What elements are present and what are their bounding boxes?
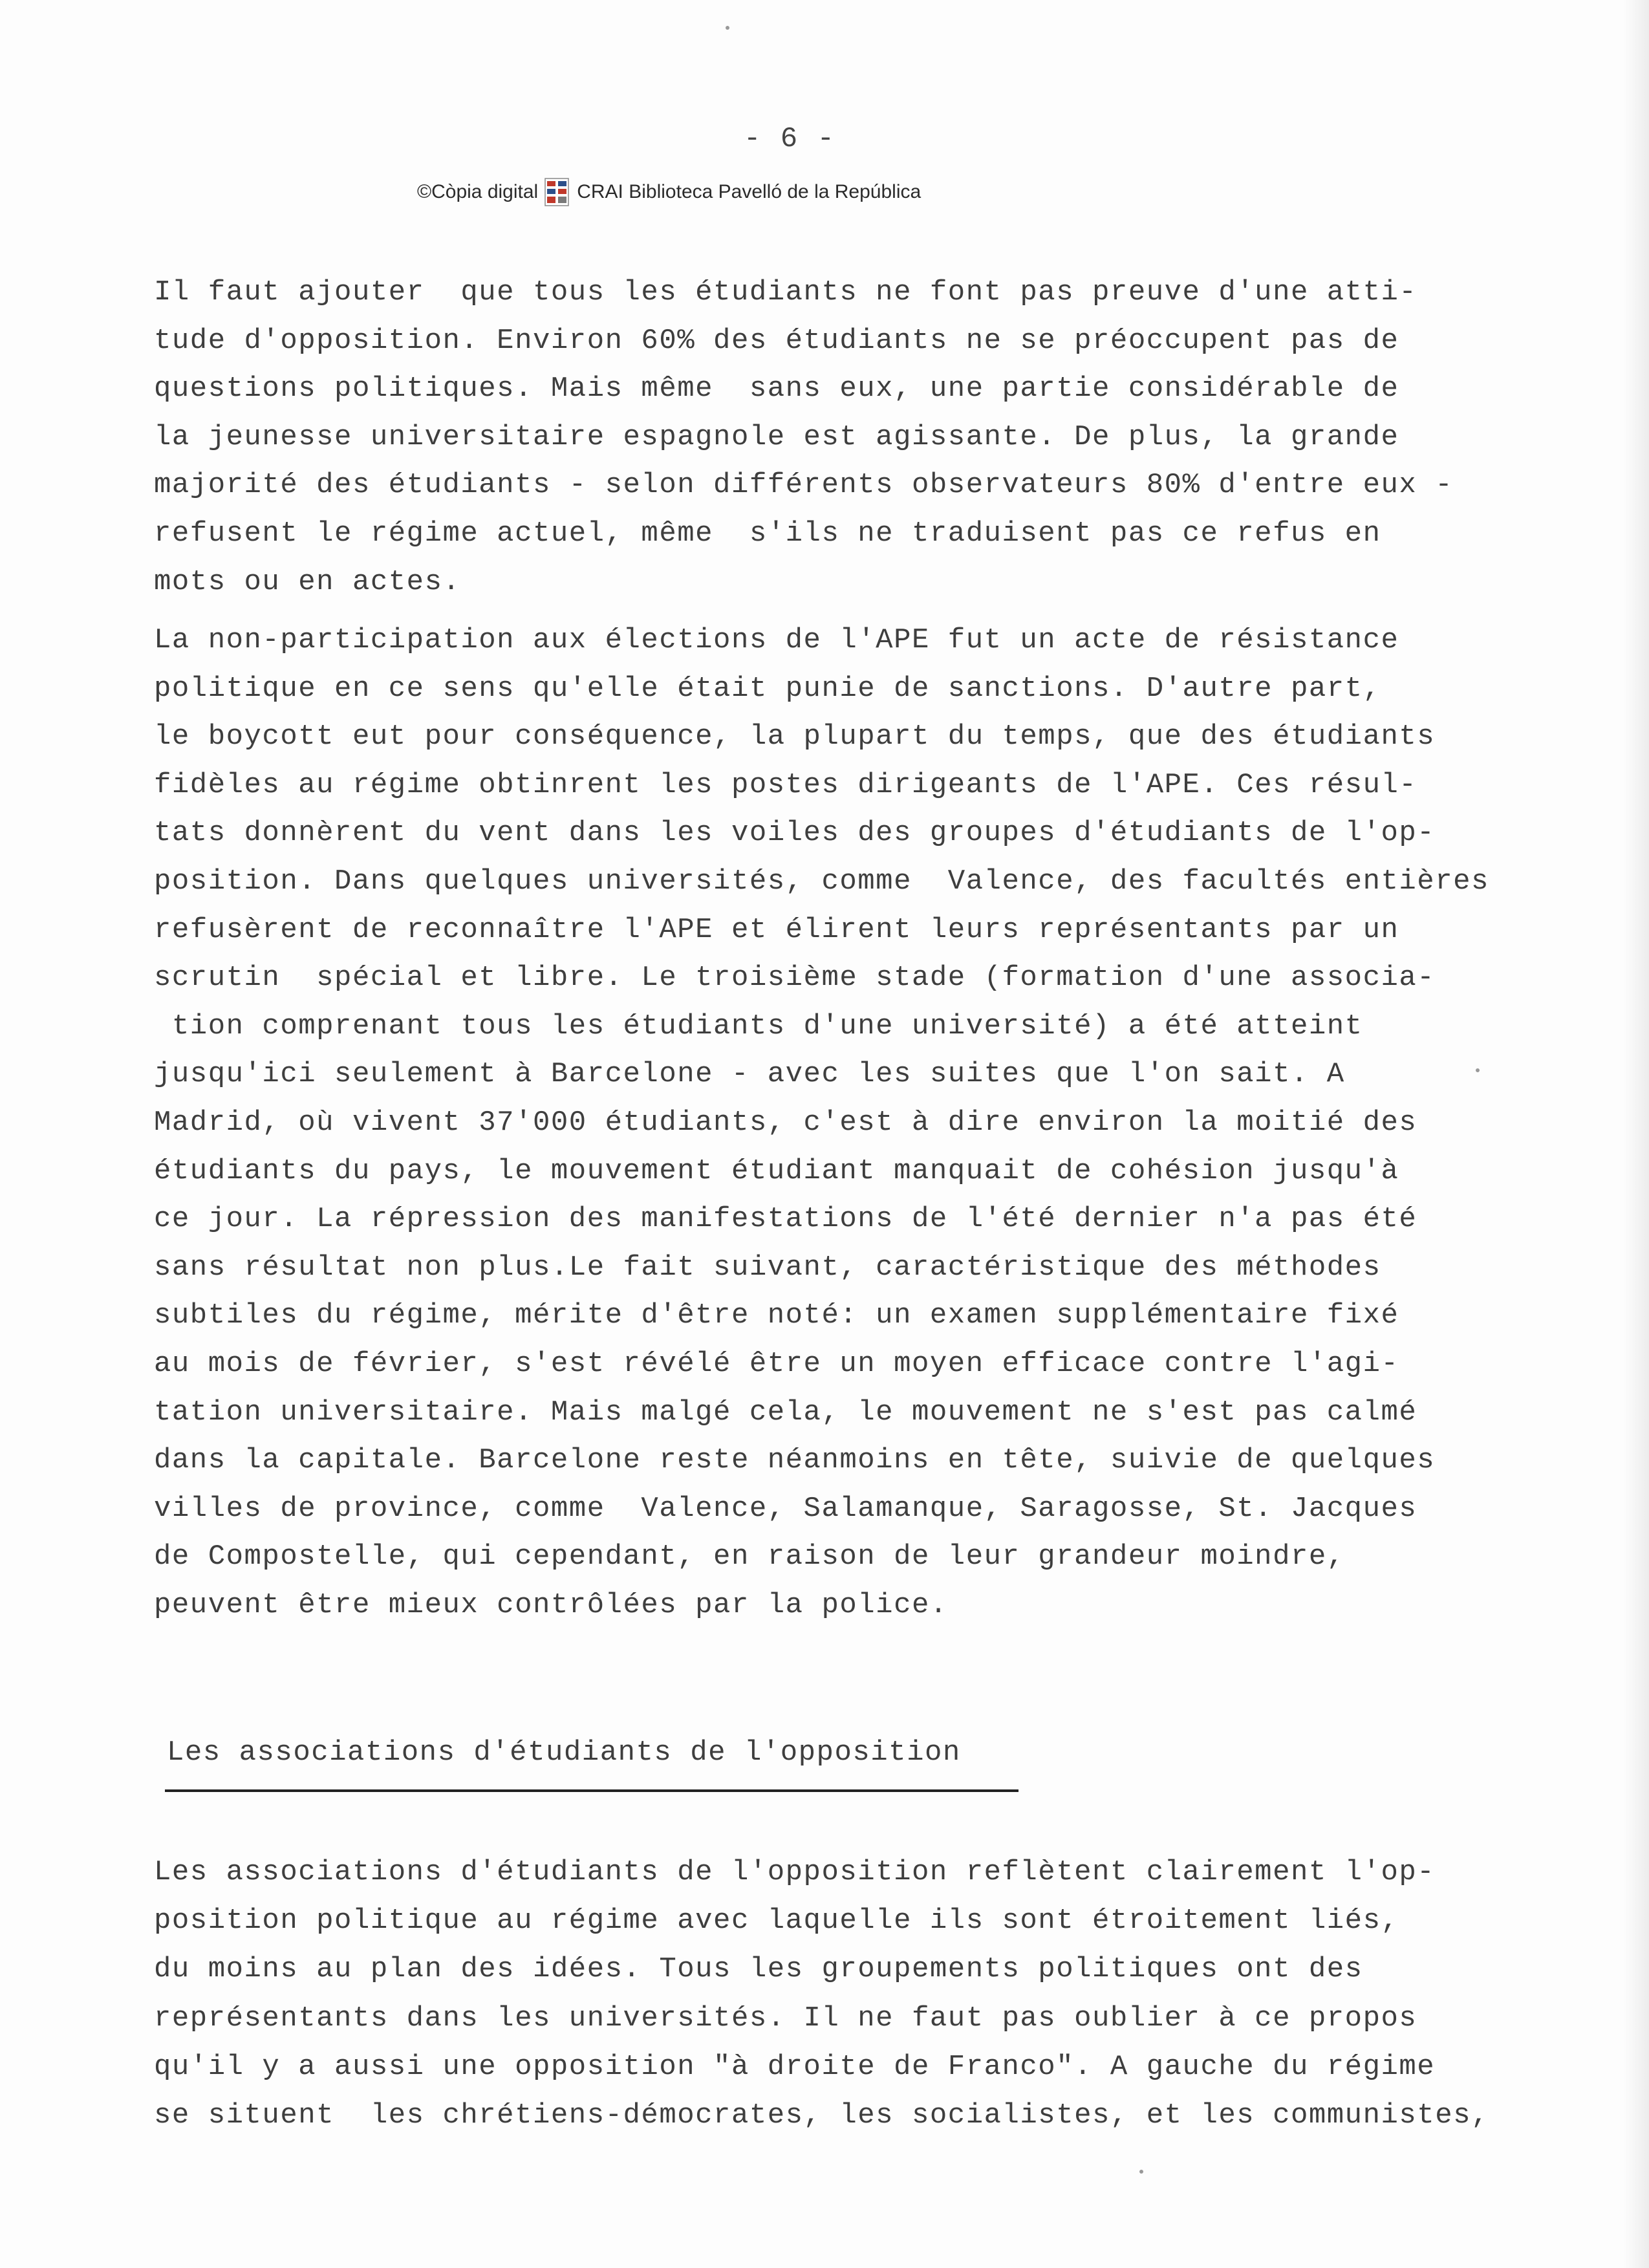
paragraph-2 bbox=[154, 616, 1590, 1629]
text-line: mots ou en actes. bbox=[154, 565, 461, 598]
text-line: tation universitaire. Mais malgé cela, le mouvement ne s'est pas calmé bbox=[154, 1396, 1417, 1429]
text-line: se situent les chrétiens-démocrates, les socialistes, et les communistes, bbox=[154, 2099, 1489, 2132]
text-line: du moins au plan des idées. Tous les groupements politiques ont des bbox=[154, 1953, 1363, 1986]
section-heading: Les associations d'étudiants de l'opposition bbox=[167, 1736, 961, 1769]
text-line: Il faut ajouter que tous les étudiants ne font pas preuve d'une atti- bbox=[154, 276, 1417, 308]
text-line: position. Dans quelques universités, comme Valence, des facultés entières bbox=[154, 865, 1489, 898]
text-line: questions politiques. Mais même sans eux, une partie considérable de bbox=[154, 373, 1399, 405]
text-line: tats donnèrent du vent dans les voiles des groupes d'étudiants de l'op- bbox=[154, 817, 1436, 850]
text-line: fidèles au régime obtinrent les postes dirigeants de l'APE. Ces résul- bbox=[154, 768, 1417, 801]
copyright-watermark bbox=[417, 176, 921, 208]
text-line: villes de province, comme Valence, Salamanque, Saragosse, St. Jacques bbox=[154, 1492, 1417, 1525]
scan-speck bbox=[726, 26, 729, 30]
text-line: majorité des étudiants - selon différents observateurs 80% d'entre eux - bbox=[154, 469, 1454, 502]
page-number: - 6 - bbox=[744, 123, 836, 155]
text-line: sans résultat non plus.Le fait suivant, caractéristique des méthodes bbox=[154, 1251, 1381, 1284]
text-line: tion comprenant tous les étudiants d'une université) a été atteint bbox=[154, 1010, 1363, 1042]
text-line: dans la capitale. Barcelone reste néanmoins en tête, suivie de quelques bbox=[154, 1444, 1436, 1477]
text-line: Les associations d'étudiants de l'opposition reflètent clairement l'op- bbox=[154, 1856, 1436, 1888]
text-line: qu'il y a aussi une opposition "à droite de Franco". A gauche du régime bbox=[154, 2050, 1436, 2083]
page-edge-shadow bbox=[1623, 0, 1649, 2268]
text-line: La non-participation aux élections de l'APE fut un acte de résistance bbox=[154, 624, 1399, 656]
text-line: représentants dans les universités. Il ne faut pas oublier à ce propos bbox=[154, 2002, 1417, 2035]
text-line: politique en ce sens qu'elle était punie de sanctions. D'autre part, bbox=[154, 672, 1381, 705]
paragraph-1 bbox=[154, 268, 1590, 606]
text-line: ce jour. La répression des manifestations de l'été dernier n'a pas été bbox=[154, 1203, 1417, 1236]
watermark-suffix: CRAI Biblioteca Pavelló de la República bbox=[577, 181, 921, 202]
crai-logo-icon bbox=[543, 176, 570, 208]
text-line: refusent le régime actuel, même s'ils ne traduisent pas ce refus en bbox=[154, 517, 1381, 550]
text-line: la jeunesse universitaire espagnole est agissante. De plus, la grande bbox=[154, 420, 1399, 453]
text-line: de Compostelle, qui cependant, en raison de leur grandeur moindre, bbox=[154, 1540, 1345, 1573]
text-line: scrutin spécial et libre. Le troisième stade (formation d'une associa- bbox=[154, 962, 1436, 995]
text-line: Madrid, où vivent 37'000 étudiants, c'est à dire environ la moitié des bbox=[154, 1106, 1417, 1139]
scan-speck bbox=[1476, 1068, 1480, 1072]
text-line: refusèrent de reconnaître l'APE et élirent leurs représentants par un bbox=[154, 913, 1399, 946]
scan-speck bbox=[1139, 2170, 1143, 2174]
text-line: le boycott eut pour conséquence, la plupart du temps, que des étudiants bbox=[154, 720, 1436, 753]
text-line: position politique au régime avec laquelle ils sont étroitement liés, bbox=[154, 1905, 1399, 1938]
heading-underline bbox=[165, 1789, 1018, 1792]
text-line: tude d'opposition. Environ 60% des étudiants ne se préoccupent pas de bbox=[154, 324, 1417, 357]
text-line: subtiles du régime, mérite d'être noté: un examen supplémentaire fixé bbox=[154, 1299, 1399, 1332]
text-line: au mois de février, s'est révélé être un moyen efficace contre l'agi- bbox=[154, 1347, 1399, 1380]
text-line: jusqu'ici seulement à Barcelone - avec les suites que l'on sait. A bbox=[154, 1058, 1345, 1091]
text-line: étudiants du pays, le mouvement étudiant manquait de cohésion jusqu'à bbox=[154, 1154, 1399, 1187]
paragraph-3 bbox=[154, 1848, 1590, 2140]
watermark-prefix: ©Còpia digital bbox=[417, 181, 539, 202]
text-line: peuvent être mieux contrôlées par la police. bbox=[154, 1588, 948, 1621]
